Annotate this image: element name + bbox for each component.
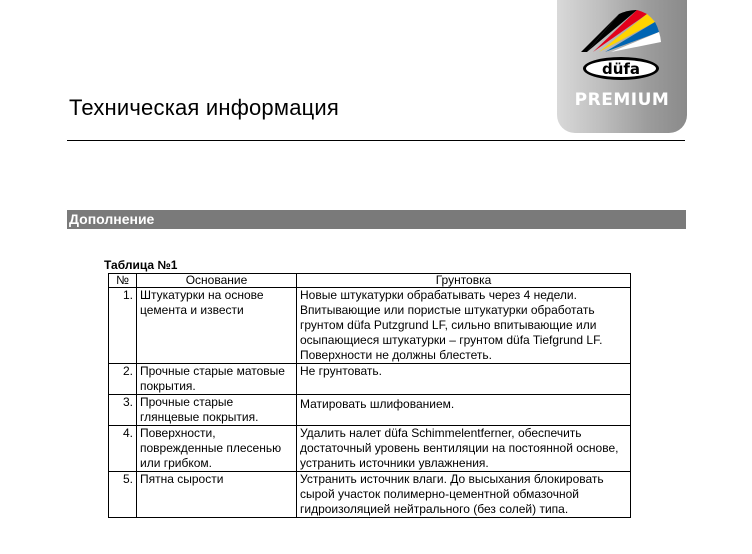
primer-table	[108, 273, 631, 518]
section-header	[67, 210, 686, 229]
color-fan-icon	[579, 6, 665, 54]
table-header-row	[109, 274, 631, 288]
row-base: Поверхности, поврежденные плесенью или грибком.	[137, 426, 297, 472]
row-number: 2.	[109, 364, 137, 395]
row-number: 3.	[109, 395, 137, 426]
brand-oval: düfa	[583, 57, 659, 80]
row-base: Штукатурки на основе цемента и извести	[137, 288, 297, 364]
page-title: Техническая информация	[69, 95, 340, 120]
table-caption: Таблица №1	[104, 258, 178, 272]
column-header-base: Основание	[137, 274, 297, 288]
row-number: 5.	[109, 472, 137, 518]
premium-label: PREMIUM	[574, 90, 670, 110]
row-primer: Не грунтовать.	[297, 364, 631, 395]
table-row	[109, 395, 631, 426]
section-title: Дополнение	[69, 211, 155, 227]
row-base: Прочные старые матовые покрытия.	[137, 364, 297, 395]
table-row	[109, 364, 631, 395]
title-divider	[67, 140, 685, 141]
row-base: Прочные старые глянцевые покрытия.	[137, 395, 297, 426]
table-row	[109, 288, 631, 364]
row-number: 1.	[109, 288, 137, 364]
row-primer: Новые штукатурки обрабатывать через 4 недели. Впитывающие или пористые штукатурки обработать грунтом düfa Putzgrund LF, сильно впитывающие или осыпающиеся штукатурки – грунтом düfa Tiefgrund LF. Поверхности не должны блестеть.	[297, 288, 631, 364]
table-row	[109, 426, 631, 472]
row-number: 4.	[109, 426, 137, 472]
table-row	[109, 472, 631, 518]
row-primer: Устранить источник влаги. До высыхания блокировать сырой участок полимерно-цементной обмазочной гидроизоляцией нейтрального (без солей) типа.	[297, 472, 631, 518]
row-primer: Матировать шлифованием.	[297, 395, 631, 426]
dufa-logo	[557, 0, 687, 133]
row-primer: Удалить налет düfa Schimmelentferner, обеспечить достаточный уровень вентиляции на постоянной основе, устранить источники увлажнения.	[297, 426, 631, 472]
row-base: Пятна сырости	[137, 472, 297, 518]
column-header-primer: Грунтовка	[297, 274, 631, 288]
column-header-number: №	[109, 274, 137, 288]
